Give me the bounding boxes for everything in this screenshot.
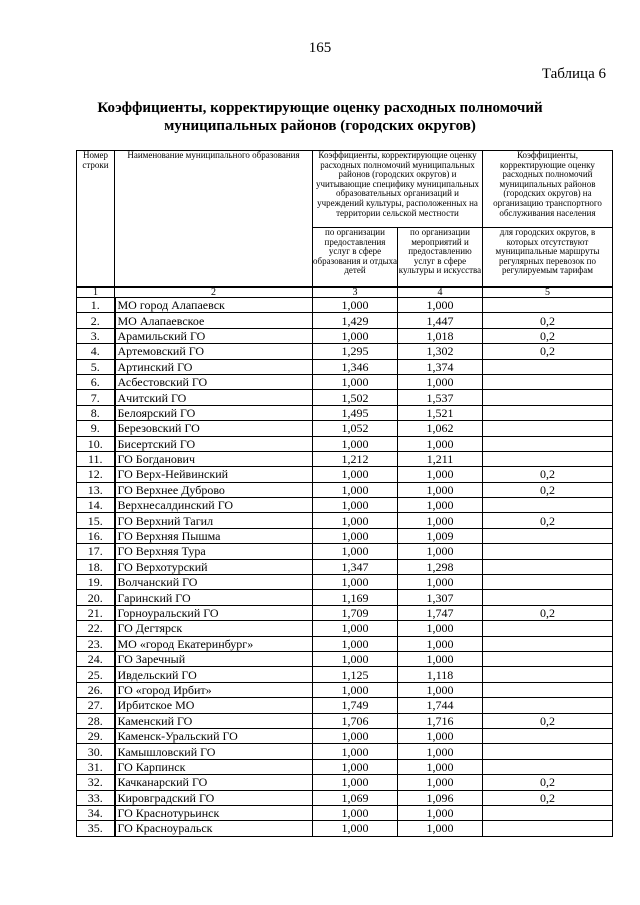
row-number-cell: 32. — [77, 775, 115, 790]
transport-coefficient-cell — [483, 667, 613, 682]
education-coefficient-cell: 1,069 — [313, 790, 398, 805]
education-coefficient-cell: 1,000 — [313, 498, 398, 513]
table-row — [77, 728, 613, 743]
row-number-cell: 4. — [77, 344, 115, 359]
table-row — [77, 790, 613, 805]
culture-coefficient-cell: 1,537 — [398, 390, 483, 405]
education-coefficient-cell: 1,000 — [313, 467, 398, 482]
table-row — [77, 605, 613, 620]
culture-coefficient-cell: 1,118 — [398, 667, 483, 682]
table-row — [77, 405, 613, 420]
education-coefficient-cell: 1,429 — [313, 313, 398, 328]
transport-coefficient-cell — [483, 421, 613, 436]
municipality-name-cell: Белоярский ГО — [115, 405, 313, 420]
table-row — [77, 651, 613, 666]
municipality-name-cell: МО город Алапаевск — [115, 298, 313, 313]
culture-coefficient-cell: 1,447 — [398, 313, 483, 328]
column-number: 2 — [115, 287, 313, 298]
header-row-number: Номер строки — [77, 151, 115, 288]
education-coefficient-cell: 1,709 — [313, 605, 398, 620]
table-row — [77, 575, 613, 590]
municipality-name-cell: ГО Верхняя Тура — [115, 544, 313, 559]
culture-coefficient-cell: 1,000 — [398, 728, 483, 743]
row-number-cell: 30. — [77, 744, 115, 759]
municipality-name-cell: ГО Красноуральск — [115, 821, 313, 836]
transport-coefficient-cell — [483, 636, 613, 651]
culture-coefficient-cell: 1,000 — [398, 513, 483, 528]
table-row — [77, 544, 613, 559]
transport-coefficient-cell — [483, 575, 613, 590]
coefficients-table — [76, 150, 613, 837]
municipality-name-cell: ГО Карпинск — [115, 759, 313, 774]
municipality-name-cell: ГО Верх-Нейвинский — [115, 467, 313, 482]
transport-coefficient-cell: 0,2 — [483, 482, 613, 497]
culture-coefficient-cell: 1,000 — [398, 759, 483, 774]
row-number-cell: 21. — [77, 605, 115, 620]
transport-coefficient-cell: 0,2 — [483, 713, 613, 728]
culture-coefficient-cell: 1,521 — [398, 405, 483, 420]
education-coefficient-cell: 1,000 — [313, 544, 398, 559]
transport-coefficient-cell: 0,2 — [483, 467, 613, 482]
title-line-2: муниципальных районов (городских округов) — [164, 118, 476, 134]
row-number-cell: 11. — [77, 451, 115, 466]
education-coefficient-cell: 1,000 — [313, 744, 398, 759]
transport-coefficient-cell — [483, 728, 613, 743]
education-coefficient-cell: 1,000 — [313, 374, 398, 389]
row-number-cell: 2. — [77, 313, 115, 328]
row-number-cell: 5. — [77, 359, 115, 374]
table-row — [77, 636, 613, 651]
culture-coefficient-cell: 1,009 — [398, 528, 483, 543]
column-number: 4 — [398, 287, 483, 298]
row-number-cell: 25. — [77, 667, 115, 682]
row-number-cell: 6. — [77, 374, 115, 389]
row-number-cell: 33. — [77, 790, 115, 805]
row-number-cell: 3. — [77, 328, 115, 343]
transport-coefficient-cell — [483, 451, 613, 466]
municipality-name-cell: ГО Верхняя Пышма — [115, 528, 313, 543]
education-coefficient-cell: 1,125 — [313, 667, 398, 682]
culture-coefficient-cell: 1,000 — [398, 775, 483, 790]
row-number-cell: 22. — [77, 621, 115, 636]
table-row — [77, 374, 613, 389]
row-number-cell: 1. — [77, 298, 115, 313]
transport-coefficient-cell — [483, 298, 613, 313]
municipality-name-cell: МО Алапаевское — [115, 313, 313, 328]
table-row — [77, 421, 613, 436]
header-culture-coefficient: по организации мероприятий и предоставлению услуг в сфере культуры и искусства — [398, 228, 483, 288]
row-number-cell: 35. — [77, 821, 115, 836]
municipality-name-cell: Артемовский ГО — [115, 344, 313, 359]
municipality-name-cell: ГО Верхний Тагил — [115, 513, 313, 528]
table-row — [77, 698, 613, 713]
education-coefficient-cell: 1,052 — [313, 421, 398, 436]
education-coefficient-cell: 1,000 — [313, 513, 398, 528]
row-number-cell: 18. — [77, 559, 115, 574]
culture-coefficient-cell: 1,211 — [398, 451, 483, 466]
culture-coefficient-cell: 1,000 — [398, 298, 483, 313]
culture-coefficient-cell: 1,000 — [398, 621, 483, 636]
municipality-name-cell: ГО Краснотурьинск — [115, 805, 313, 820]
transport-coefficient-cell — [483, 559, 613, 574]
table-row — [77, 775, 613, 790]
transport-coefficient-cell — [483, 498, 613, 513]
municipality-name-cell: Бисертский ГО — [115, 436, 313, 451]
culture-coefficient-cell: 1,747 — [398, 605, 483, 620]
municipality-name-cell: ГО Верхотурский — [115, 559, 313, 574]
table-row — [77, 590, 613, 605]
transport-coefficient-cell — [483, 390, 613, 405]
row-number-cell: 26. — [77, 682, 115, 697]
table-row — [77, 682, 613, 697]
table-row — [77, 759, 613, 774]
municipality-name-cell: Артинский ГО — [115, 359, 313, 374]
education-coefficient-cell: 1,295 — [313, 344, 398, 359]
education-coefficient-cell: 1,000 — [313, 821, 398, 836]
municipality-name-cell: Кировградский ГО — [115, 790, 313, 805]
culture-coefficient-cell: 1,000 — [398, 636, 483, 651]
transport-coefficient-cell — [483, 651, 613, 666]
transport-coefficient-cell: 0,2 — [483, 775, 613, 790]
culture-coefficient-cell: 1,018 — [398, 328, 483, 343]
education-coefficient-cell: 1,000 — [313, 805, 398, 820]
title-line-1: Коэффициенты, корректирующие оценку расходных полномочий — [97, 100, 543, 116]
municipality-name-cell: ГО «город Ирбит» — [115, 682, 313, 697]
municipality-name-cell: Каменск-Уральский ГО — [115, 728, 313, 743]
row-number-cell: 29. — [77, 728, 115, 743]
municipality-name-cell: Березовский ГО — [115, 421, 313, 436]
education-coefficient-cell: 1,000 — [313, 651, 398, 666]
municipality-name-cell: Верхнесалдинский ГО — [115, 498, 313, 513]
education-coefficient-cell: 1,000 — [313, 728, 398, 743]
table-row — [77, 821, 613, 836]
municipality-name-cell: Асбестовский ГО — [115, 374, 313, 389]
culture-coefficient-cell: 1,000 — [398, 482, 483, 497]
municipality-name-cell: Каменский ГО — [115, 713, 313, 728]
header-transport-coefficient: для городских округов, в которых отсутствуют муниципальные маршруты регулярных перевозок по регулируемым тарифам — [483, 228, 613, 288]
culture-coefficient-cell: 1,096 — [398, 790, 483, 805]
table-row — [77, 667, 613, 682]
culture-coefficient-cell: 1,062 — [398, 421, 483, 436]
table-row — [77, 621, 613, 636]
row-number-cell: 16. — [77, 528, 115, 543]
row-number-cell: 13. — [77, 482, 115, 497]
row-number-cell: 19. — [77, 575, 115, 590]
header-group-transport-coefficients: Коэффициенты, корректирующие оценку расходных полномочий муниципальных районов (городских округов) на организацию транспортного обслуживания населения — [483, 151, 613, 228]
table-row — [77, 498, 613, 513]
row-number-cell: 28. — [77, 713, 115, 728]
column-number: 1 — [77, 287, 115, 298]
culture-coefficient-cell: 1,302 — [398, 344, 483, 359]
transport-coefficient-cell — [483, 759, 613, 774]
education-coefficient-cell: 1,000 — [313, 775, 398, 790]
municipality-name-cell: Волчанский ГО — [115, 575, 313, 590]
education-coefficient-cell: 1,502 — [313, 390, 398, 405]
education-coefficient-cell: 1,169 — [313, 590, 398, 605]
table-body — [77, 298, 613, 837]
municipality-name-cell: Гаринский ГО — [115, 590, 313, 605]
header-group-rural-coefficients: Коэффициенты, корректирующие оценку расходных полномочий муниципальных районов (городских округов) и учитывающие специфику муниципальных образовательных организаций и учреждений культуры, расположенных на территории сельской местности — [313, 151, 483, 228]
culture-coefficient-cell: 1,000 — [398, 374, 483, 389]
education-coefficient-cell: 1,000 — [313, 298, 398, 313]
transport-coefficient-cell: 0,2 — [483, 605, 613, 620]
transport-coefficient-cell — [483, 698, 613, 713]
culture-coefficient-cell: 1,744 — [398, 698, 483, 713]
table-row — [77, 436, 613, 451]
transport-coefficient-cell — [483, 436, 613, 451]
culture-coefficient-cell: 1,374 — [398, 359, 483, 374]
transport-coefficient-cell: 0,2 — [483, 790, 613, 805]
culture-coefficient-cell: 1,000 — [398, 744, 483, 759]
transport-coefficient-cell — [483, 821, 613, 836]
table-row — [77, 328, 613, 343]
education-coefficient-cell: 1,000 — [313, 436, 398, 451]
table-row — [77, 528, 613, 543]
education-coefficient-cell: 1,000 — [313, 636, 398, 651]
culture-coefficient-cell: 1,000 — [398, 821, 483, 836]
row-number-cell: 27. — [77, 698, 115, 713]
culture-coefficient-cell: 1,000 — [398, 498, 483, 513]
transport-coefficient-cell — [483, 621, 613, 636]
municipality-name-cell: Ачитский ГО — [115, 390, 313, 405]
education-coefficient-cell: 1,346 — [313, 359, 398, 374]
transport-coefficient-cell: 0,2 — [483, 513, 613, 528]
transport-coefficient-cell — [483, 744, 613, 759]
column-number: 3 — [313, 287, 398, 298]
row-number-cell: 34. — [77, 805, 115, 820]
education-coefficient-cell: 1,000 — [313, 759, 398, 774]
header-municipality-name: Наименование муниципального образования — [115, 151, 313, 288]
transport-coefficient-cell — [483, 374, 613, 389]
transport-coefficient-cell: 0,2 — [483, 344, 613, 359]
row-number-cell: 12. — [77, 467, 115, 482]
transport-coefficient-cell: 0,2 — [483, 328, 613, 343]
table-row — [77, 467, 613, 482]
row-number-cell: 31. — [77, 759, 115, 774]
row-number-cell: 8. — [77, 405, 115, 420]
table-row — [77, 344, 613, 359]
municipality-name-cell: ГО Верхнее Дуброво — [115, 482, 313, 497]
municipality-name-cell: Камышловский ГО — [115, 744, 313, 759]
row-number-cell: 15. — [77, 513, 115, 528]
culture-coefficient-cell: 1,716 — [398, 713, 483, 728]
municipality-name-cell: ГО Богданович — [115, 451, 313, 466]
municipality-name-cell: Ивдельский ГО — [115, 667, 313, 682]
education-coefficient-cell: 1,212 — [313, 451, 398, 466]
row-number-cell: 14. — [77, 498, 115, 513]
culture-coefficient-cell: 1,000 — [398, 682, 483, 697]
culture-coefficient-cell: 1,000 — [398, 575, 483, 590]
table-row — [77, 744, 613, 759]
table-row — [77, 805, 613, 820]
table-row — [77, 313, 613, 328]
transport-coefficient-cell — [483, 590, 613, 605]
transport-coefficient-cell — [483, 528, 613, 543]
transport-coefficient-cell — [483, 544, 613, 559]
page-number: 165 — [308, 40, 332, 56]
education-coefficient-cell: 1,749 — [313, 698, 398, 713]
row-number-cell: 24. — [77, 651, 115, 666]
municipality-name-cell: Арамильский ГО — [115, 328, 313, 343]
column-number: 5 — [483, 287, 613, 298]
education-coefficient-cell: 1,000 — [313, 482, 398, 497]
table-row — [77, 559, 613, 574]
culture-coefficient-cell: 1,298 — [398, 559, 483, 574]
table-label: Таблица 6 — [541, 66, 606, 82]
transport-coefficient-cell — [483, 405, 613, 420]
table-row — [77, 298, 613, 313]
table-row — [77, 390, 613, 405]
education-coefficient-cell: 1,000 — [313, 575, 398, 590]
transport-coefficient-cell — [483, 682, 613, 697]
transport-coefficient-cell — [483, 359, 613, 374]
culture-coefficient-cell: 1,000 — [398, 436, 483, 451]
municipality-name-cell: ГО Дегтярск — [115, 621, 313, 636]
header-education-coefficient: по организации предоставления услуг в сфере образования и отдыха детей — [313, 228, 398, 288]
municipality-name-cell: МО «город Екатеринбург» — [115, 636, 313, 651]
table-row — [77, 513, 613, 528]
education-coefficient-cell: 1,706 — [313, 713, 398, 728]
education-coefficient-cell: 1,495 — [313, 405, 398, 420]
row-number-cell: 23. — [77, 636, 115, 651]
table-row — [77, 713, 613, 728]
row-number-cell: 9. — [77, 421, 115, 436]
culture-coefficient-cell: 1,000 — [398, 544, 483, 559]
table-row — [77, 359, 613, 374]
education-coefficient-cell: 1,000 — [313, 528, 398, 543]
transport-coefficient-cell — [483, 805, 613, 820]
document-title — [60, 99, 580, 135]
municipality-name-cell: ГО Заречный — [115, 651, 313, 666]
education-coefficient-cell: 1,347 — [313, 559, 398, 574]
education-coefficient-cell: 1,000 — [313, 682, 398, 697]
transport-coefficient-cell: 0,2 — [483, 313, 613, 328]
culture-coefficient-cell: 1,000 — [398, 467, 483, 482]
table-row — [77, 482, 613, 497]
row-number-cell: 20. — [77, 590, 115, 605]
culture-coefficient-cell: 1,000 — [398, 805, 483, 820]
row-number-cell: 10. — [77, 436, 115, 451]
municipality-name-cell: Качканарский ГО — [115, 775, 313, 790]
table-row — [77, 451, 613, 466]
education-coefficient-cell: 1,000 — [313, 621, 398, 636]
culture-coefficient-cell: 1,307 — [398, 590, 483, 605]
municipality-name-cell: Горноуральский ГО — [115, 605, 313, 620]
education-coefficient-cell: 1,000 — [313, 328, 398, 343]
row-number-cell: 7. — [77, 390, 115, 405]
culture-coefficient-cell: 1,000 — [398, 651, 483, 666]
municipality-name-cell: Ирбитское МО — [115, 698, 313, 713]
row-number-cell: 17. — [77, 544, 115, 559]
